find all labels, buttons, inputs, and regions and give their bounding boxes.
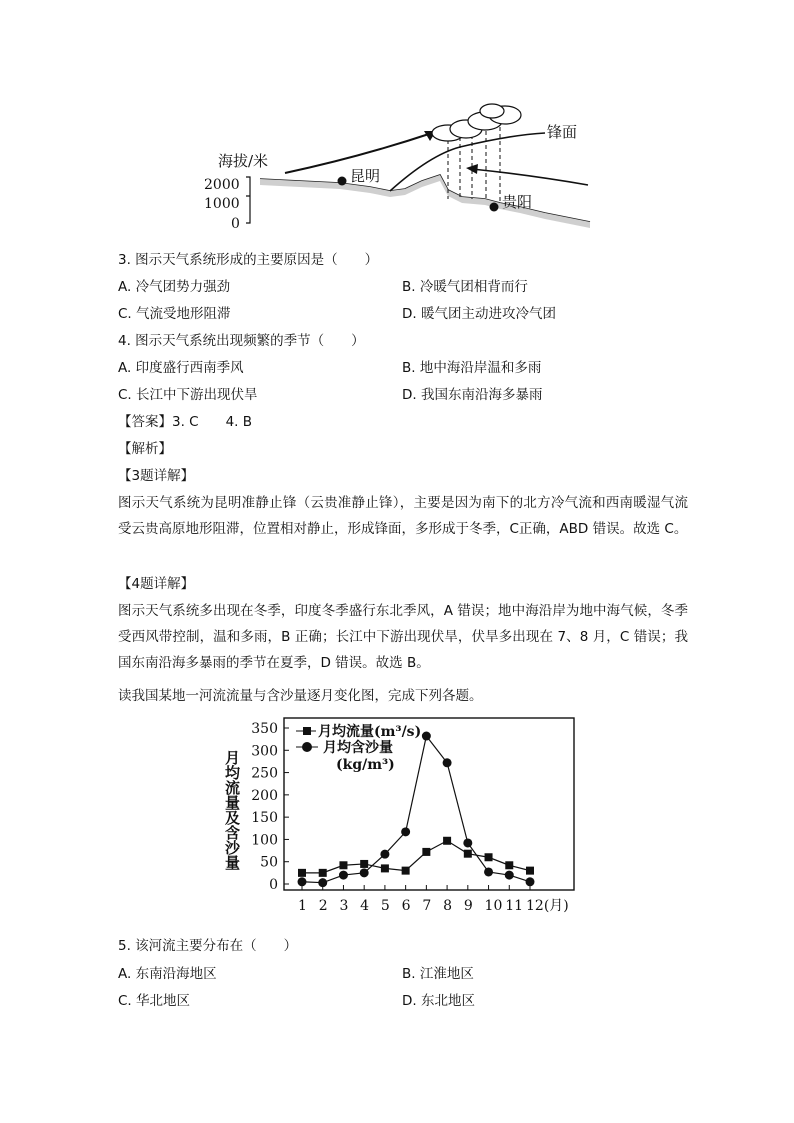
y-tick-label: 350	[251, 721, 278, 737]
x-tick-label: 3	[339, 898, 349, 914]
x-tick-label: 10	[484, 898, 503, 914]
y-tick-label: 150	[251, 810, 278, 827]
x-tick-label: 4	[360, 898, 370, 914]
y-tick-label: 200	[251, 787, 278, 804]
intro-text: 读我国某地一河流流量与含沙量逐月变化图，完成下列各题。	[118, 688, 483, 704]
cloud-icon	[432, 104, 521, 141]
q5-stem: 5. 该河流主要分布在（ ）	[118, 938, 298, 954]
q4-detail-label: 【4题详解】	[118, 576, 195, 592]
q5-option-a[interactable]: A. 东南沿海地区	[118, 966, 217, 982]
answer-line: 【答案】3. C 4. B	[118, 414, 253, 430]
x-tick-label: 1	[298, 898, 307, 914]
kunming-label: 昆明	[350, 167, 381, 185]
flow-point	[319, 869, 327, 877]
x-tick-label: 11	[505, 898, 524, 914]
terrain-hatch	[260, 175, 590, 228]
x-tick-label: 5	[380, 898, 390, 914]
x-tick-label: 6	[401, 898, 411, 914]
q5-option-c[interactable]: C. 华北地区	[118, 993, 191, 1009]
sediment-point	[422, 732, 431, 741]
altitude-label: 海拔/米	[218, 152, 269, 170]
x-tick-label: 12(月)	[526, 898, 569, 914]
x-tick-label: 7	[422, 898, 432, 914]
analysis-label: 【解析】	[118, 441, 172, 457]
x-tick-label: 2	[318, 898, 328, 914]
flow-point	[422, 848, 430, 856]
q3-option-d[interactable]: D. 暖气团主动进攻冷气团	[402, 306, 556, 322]
sediment-point	[526, 877, 535, 886]
guiyang-label: 贵阳	[502, 193, 533, 211]
y-tick-label: 0	[269, 877, 278, 893]
flow-point	[526, 867, 534, 875]
flow-point	[381, 864, 389, 872]
y-tick-label: 100	[251, 832, 278, 849]
q4-option-b[interactable]: B. 地中海沿岸温和多雨	[402, 360, 542, 376]
sediment-point	[443, 758, 452, 767]
sediment-point	[360, 868, 369, 877]
flow-point	[443, 837, 451, 845]
tick-0: 0	[231, 216, 240, 232]
flow-sediment-chart	[223, 712, 586, 922]
tick-2000: 2000	[204, 177, 240, 193]
q4-detail: 图示天气系统多出现在冬季，印度冬季盛行东北季风，A 错误；地中海沿岸为地中海气候，冬季受西风带控制，温和多雨，B 正确；长江中下游出现伏旱，伏旱多出现在 7、8 月，C 错误；我国东南沿海多暴雨的季节在夏季，D 错误。故选 B。	[118, 603, 688, 671]
guiyang-dot	[490, 203, 499, 212]
flow-point	[360, 860, 368, 868]
sediment-point	[298, 877, 307, 886]
q3-detail: 图示天气系统为昆明准静止锋（云贵准静止锋），主要是因为南下的北方冷气流和西南暖湿气流受云贵高原地形阻滞，位置相对静止，形成锋面，多形成于冬季，C正确，ABD 错误。故选 C。	[118, 495, 688, 537]
sediment-point	[484, 867, 493, 876]
legend-sediment-unit: (kg/m³)	[336, 757, 395, 773]
q4-option-a[interactable]: A. 印度盛行西南季风	[118, 360, 244, 376]
front-diagram	[200, 95, 610, 240]
y-tick-label: 250	[251, 765, 278, 782]
q5-option-d[interactable]: D. 东北地区	[402, 993, 475, 1009]
sediment-point	[380, 850, 389, 859]
x-tick-label: 8	[443, 898, 453, 914]
sediment-point	[505, 871, 514, 880]
front-label: 锋面	[547, 123, 578, 141]
q4-stem: 4. 图示天气系统出现频繁的季节（ ）	[118, 333, 365, 349]
flow-point	[485, 853, 493, 861]
q3-option-a[interactable]: A. 冷气团势力强劲	[118, 279, 231, 295]
q3-detail-label: 【3题详解】	[118, 468, 195, 484]
kunming-dot	[338, 177, 347, 186]
q4-option-c[interactable]: C. 长江中下游出现伏旱	[118, 387, 258, 403]
altitude-scale	[246, 177, 250, 223]
tick-1000: 1000	[204, 196, 240, 212]
q3-stem: 3. 图示天气系统形成的主要原因是（ ）	[118, 252, 379, 268]
sediment-point	[401, 827, 410, 836]
flow-point	[402, 867, 410, 875]
sediment-point	[339, 871, 348, 880]
flow-point	[339, 861, 347, 869]
q3-option-c[interactable]: C. 气流受地形阻滞	[118, 306, 231, 322]
sediment-point	[318, 878, 327, 887]
y-tick-label: 50	[260, 854, 278, 871]
cold-air-arrow	[472, 169, 588, 185]
y-axis-label: 月均流量及含沙量	[223, 750, 241, 870]
legend-sediment-label: 月均含沙量	[323, 740, 393, 756]
x-tick-label: 9	[463, 898, 473, 914]
flow-point	[505, 861, 513, 869]
front-surface-line	[390, 133, 545, 191]
legend-flow-label: 月均流量(m³/s)	[318, 724, 422, 740]
q5-option-b[interactable]: B. 江淮地区	[402, 966, 474, 982]
flow-point	[298, 869, 306, 877]
y-tick-label: 300	[251, 743, 278, 760]
flow-point	[464, 850, 472, 858]
q4-option-d[interactable]: D. 我国东南沿海多暴雨	[402, 387, 543, 403]
q3-option-b[interactable]: B. 冷暖气团相背而行	[402, 279, 528, 295]
sediment-point	[463, 838, 472, 847]
